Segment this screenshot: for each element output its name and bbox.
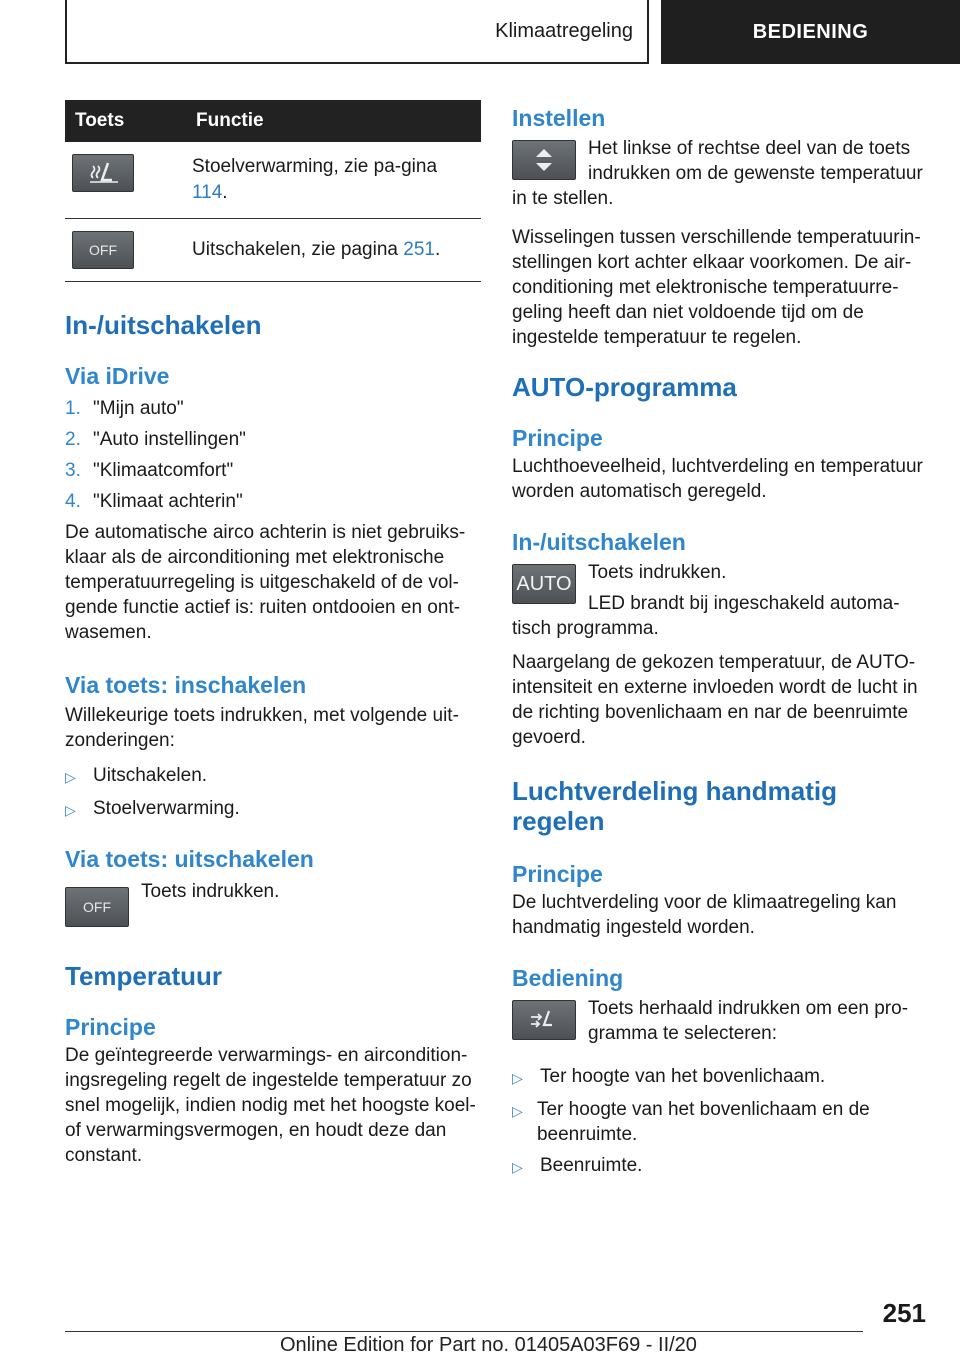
heading-luchtverdeling: Luchtverdeling handmatig regelen [512,776,838,836]
heading-in-uitschakelen: In-/uitschakelen [65,310,262,340]
table-header-toets: Toets [65,100,184,142]
table-row: Stoelverwarming, zie pa-gina 114. [65,142,481,219]
page-number: 251 [882,1298,926,1328]
heading-bediening: Bediening [512,965,624,991]
instellen-block: Het linkse of rechtse deel van de toets indrukken om de gewenste temperatuur in te stellen. [512,138,923,209]
paragraph: De luchtverdeling voor de klimaatregeling kan handmatig ingesteld worden. [512,892,897,938]
list-item: ▷ Ter hoogte van het bovenlichaam en de beenruimte. [512,1099,870,1145]
heading-via-toets-inschakelen: Via toets: inschakelen [65,672,307,698]
paragraph: De geïntegreerde verwarmings- en aircondition-ingsregeling regelt de ingestelde temperatuur zo snel mogelijk, indien nodig met het hoogste koel-of verwarmingsvermogen, en houdt deze dan constant. [65,1045,476,1166]
chapter-title: BEDIENING [752,20,869,43]
air-distribution-icon [512,1000,576,1040]
seat-heating-icon [72,154,134,192]
running-header-section [65,0,649,64]
triangle-bullet-icon: ▷ [512,1159,523,1175]
heading-auto-programma: AUTO-programma [512,372,737,402]
list-item: ▷ Stoelverwarming. [65,796,481,823]
table-row: OFF Uitschakelen, zie pagina 251. [65,219,481,282]
page-link[interactable]: 114 [192,182,223,203]
triangle-bullet-icon: ▷ [512,1070,523,1086]
temperature-rocker-icon [512,140,576,180]
triangle-bullet-icon: ▷ [512,1103,523,1119]
page-link[interactable]: 251 [403,239,435,260]
paragraph: Wisselingen tussen verschillende temperatuurin-stellingen kort achter elkaar voorkomen. De air-conditioning met elektronische temperatuurre-geling heeft dan niet voldoende tijd om de ingestelde temperatuur te regelen. [512,227,921,348]
off-button-icon: OFF [72,231,134,269]
left-column [65,100,481,1168]
auto-block: AUTO Toets indrukken. LED brandt bij ingeschakeld automa-tisch programma. [512,562,900,639]
auto-button-icon: AUTO [512,564,576,604]
off-button-icon: OFF [65,887,129,927]
running-header-chapter [661,0,960,64]
triangle-bullet-icon: ▷ [65,802,76,818]
idrive-steps [65,396,481,514]
list-item: 4. "Klimaat achterin" [65,491,243,512]
paragraph: Naargelang de gekozen temperatuur, de AUTO-intensiteit en externe invloeden wordt de lucht in de richting bovenlichaam en nar de beenruimte gevoerd. [512,652,918,748]
programs-list [512,1064,928,1180]
footer-edition: Online Edition for Part no. 01405A03F69 - II/20 [280,1334,697,1356]
heading-principe: Principe [512,425,603,451]
paragraph: De automatische airco achterin is niet gebruiks-klaar als de airconditioning met elektronische temperatuurregeling is uitgeschakeld of de vol-gende functie actief is: ruiten ontdooien en ont-wasemen. [65,522,466,643]
heading-instellen: Instellen [512,105,606,131]
footer-divider [65,1331,863,1332]
off-instruction: OFF Toets indrukken. [65,879,481,931]
list-item: ▷ Uitschakelen. [65,763,481,790]
bediening-block: Toets herhaald indrukken om een pro-gramma te selecteren: [512,996,928,1046]
heading-principe: Principe [65,1014,156,1040]
heading-via-idrive: Via iDrive [65,363,170,389]
list-item: 2. "Auto instellingen" [65,429,246,450]
paragraph: Willekeurige toets indrukken, met volgende uit-zonderingen: [65,705,459,751]
table-header-functie: Functie [184,100,481,142]
row-text: Uitschakelen, zie pagina [192,239,404,260]
list-item: 1. "Mijn auto" [65,398,184,419]
row-text: Stoelverwarming, zie pa-gina [192,156,438,177]
heading-principe: Principe [512,861,603,887]
list-item: ▷ Ter hoogte van het bovenlichaam. [512,1064,928,1091]
heading-in-uitschakelen: In-/uitschakelen [512,529,686,555]
key-function-table [65,100,481,282]
section-title: Klimaatregeling [495,19,633,42]
triangle-bullet-icon: ▷ [65,769,76,785]
paragraph: Luchthoeveelheid, luchtverdeling en temperatuur worden automatisch geregeld. [512,456,923,502]
list-item: 3. "Klimaatcomfort" [65,460,234,481]
right-column [512,100,928,1186]
list-item: ▷ Beenruimte. [512,1153,928,1180]
heading-via-toets-uitschakelen: Via toets: uitschakelen [65,846,314,872]
heading-temperatuur: Temperatuur [65,961,222,991]
exceptions-list [65,763,481,823]
